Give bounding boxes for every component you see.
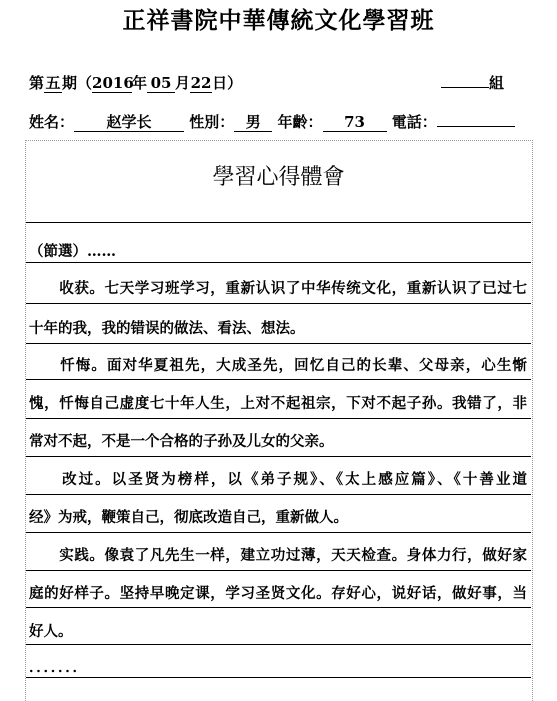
session-year-label: 年 [132,74,148,92]
session-month-label: 月 [175,74,191,92]
ruled-line [26,494,531,495]
ruled-line [26,677,531,678]
ruled-line [26,644,531,645]
ruled-line [26,607,531,608]
session-number: 五 [45,74,61,92]
session-day-label: 日） [212,74,243,92]
gender-label: 性別： [189,113,235,131]
session-year: 2016 [92,74,134,92]
page-title: 正祥書院中華傳統文化學習班 [122,7,435,34]
essay-line: 经》为戒，鞭策自己，彻底改造自己，重新做人。 [29,509,348,526]
gender-value: 男 [234,114,272,132]
ruled-line [26,262,531,263]
essay-line: 改过。以圣贤为榜样，以《弟子规》、《太上感应篇》、《十善业道 [29,471,527,488]
session-month: 05 [147,75,175,93]
essay-line: （節選）…… [29,243,116,260]
student-info-row [29,111,515,132]
essay-line: 庭的好样子。坚持早晚定课，学习圣贤文化。存好心，说好话，做好事，当 [29,585,527,602]
essay-line: ．．．．．．． [29,659,87,676]
session-info-row [29,72,242,93]
name-value: 赵学长 [74,114,184,132]
session-prefix: 第 [29,74,45,92]
essay-line: 忏悔。面对华夏祖先，大成圣先，回忆自己的长辈、父母亲，心生惭 [29,357,527,374]
essay-line: 常对不起，不是一个合格的子孙及儿女的父亲。 [29,433,334,450]
age-label: 年齡： [277,113,323,131]
phone-value [437,126,515,127]
session-day: 22 [190,74,212,92]
group-field [441,72,504,93]
ruled-line [26,532,531,533]
essay-line: 收获。七天学习班学习，重新认识了中华传统文化，重新认识了已过七 [29,280,527,297]
essay-line: 好人。 [29,623,73,640]
ruled-line [26,303,531,304]
ruled-line [26,570,531,571]
essay-heading: 學習心得體會 [212,165,345,190]
ruled-line [26,456,531,457]
ruled-line [26,418,531,419]
phone-label: 電話： [391,113,437,131]
essay-line: 愧，忏悔自己虚度七十年人生，上对不起祖宗，下对不起子孙。我错了，非 [29,395,527,412]
session-period-label: 期（ [62,74,93,92]
name-label: 姓名： [29,113,75,131]
group-value [441,87,489,88]
essay-line: 实践。像袁了凡先生一样，建立功过薄，天天检查。身体力行，做好家 [29,547,527,564]
essay-frame [25,140,533,701]
ruled-line [26,379,531,380]
essay-line: 十年的我，我的错误的做法、看法、想法。 [29,320,305,337]
ruled-line [26,343,531,344]
ruled-line [26,222,531,223]
group-label: 組 [489,74,505,92]
age-value: 73 [323,114,387,132]
